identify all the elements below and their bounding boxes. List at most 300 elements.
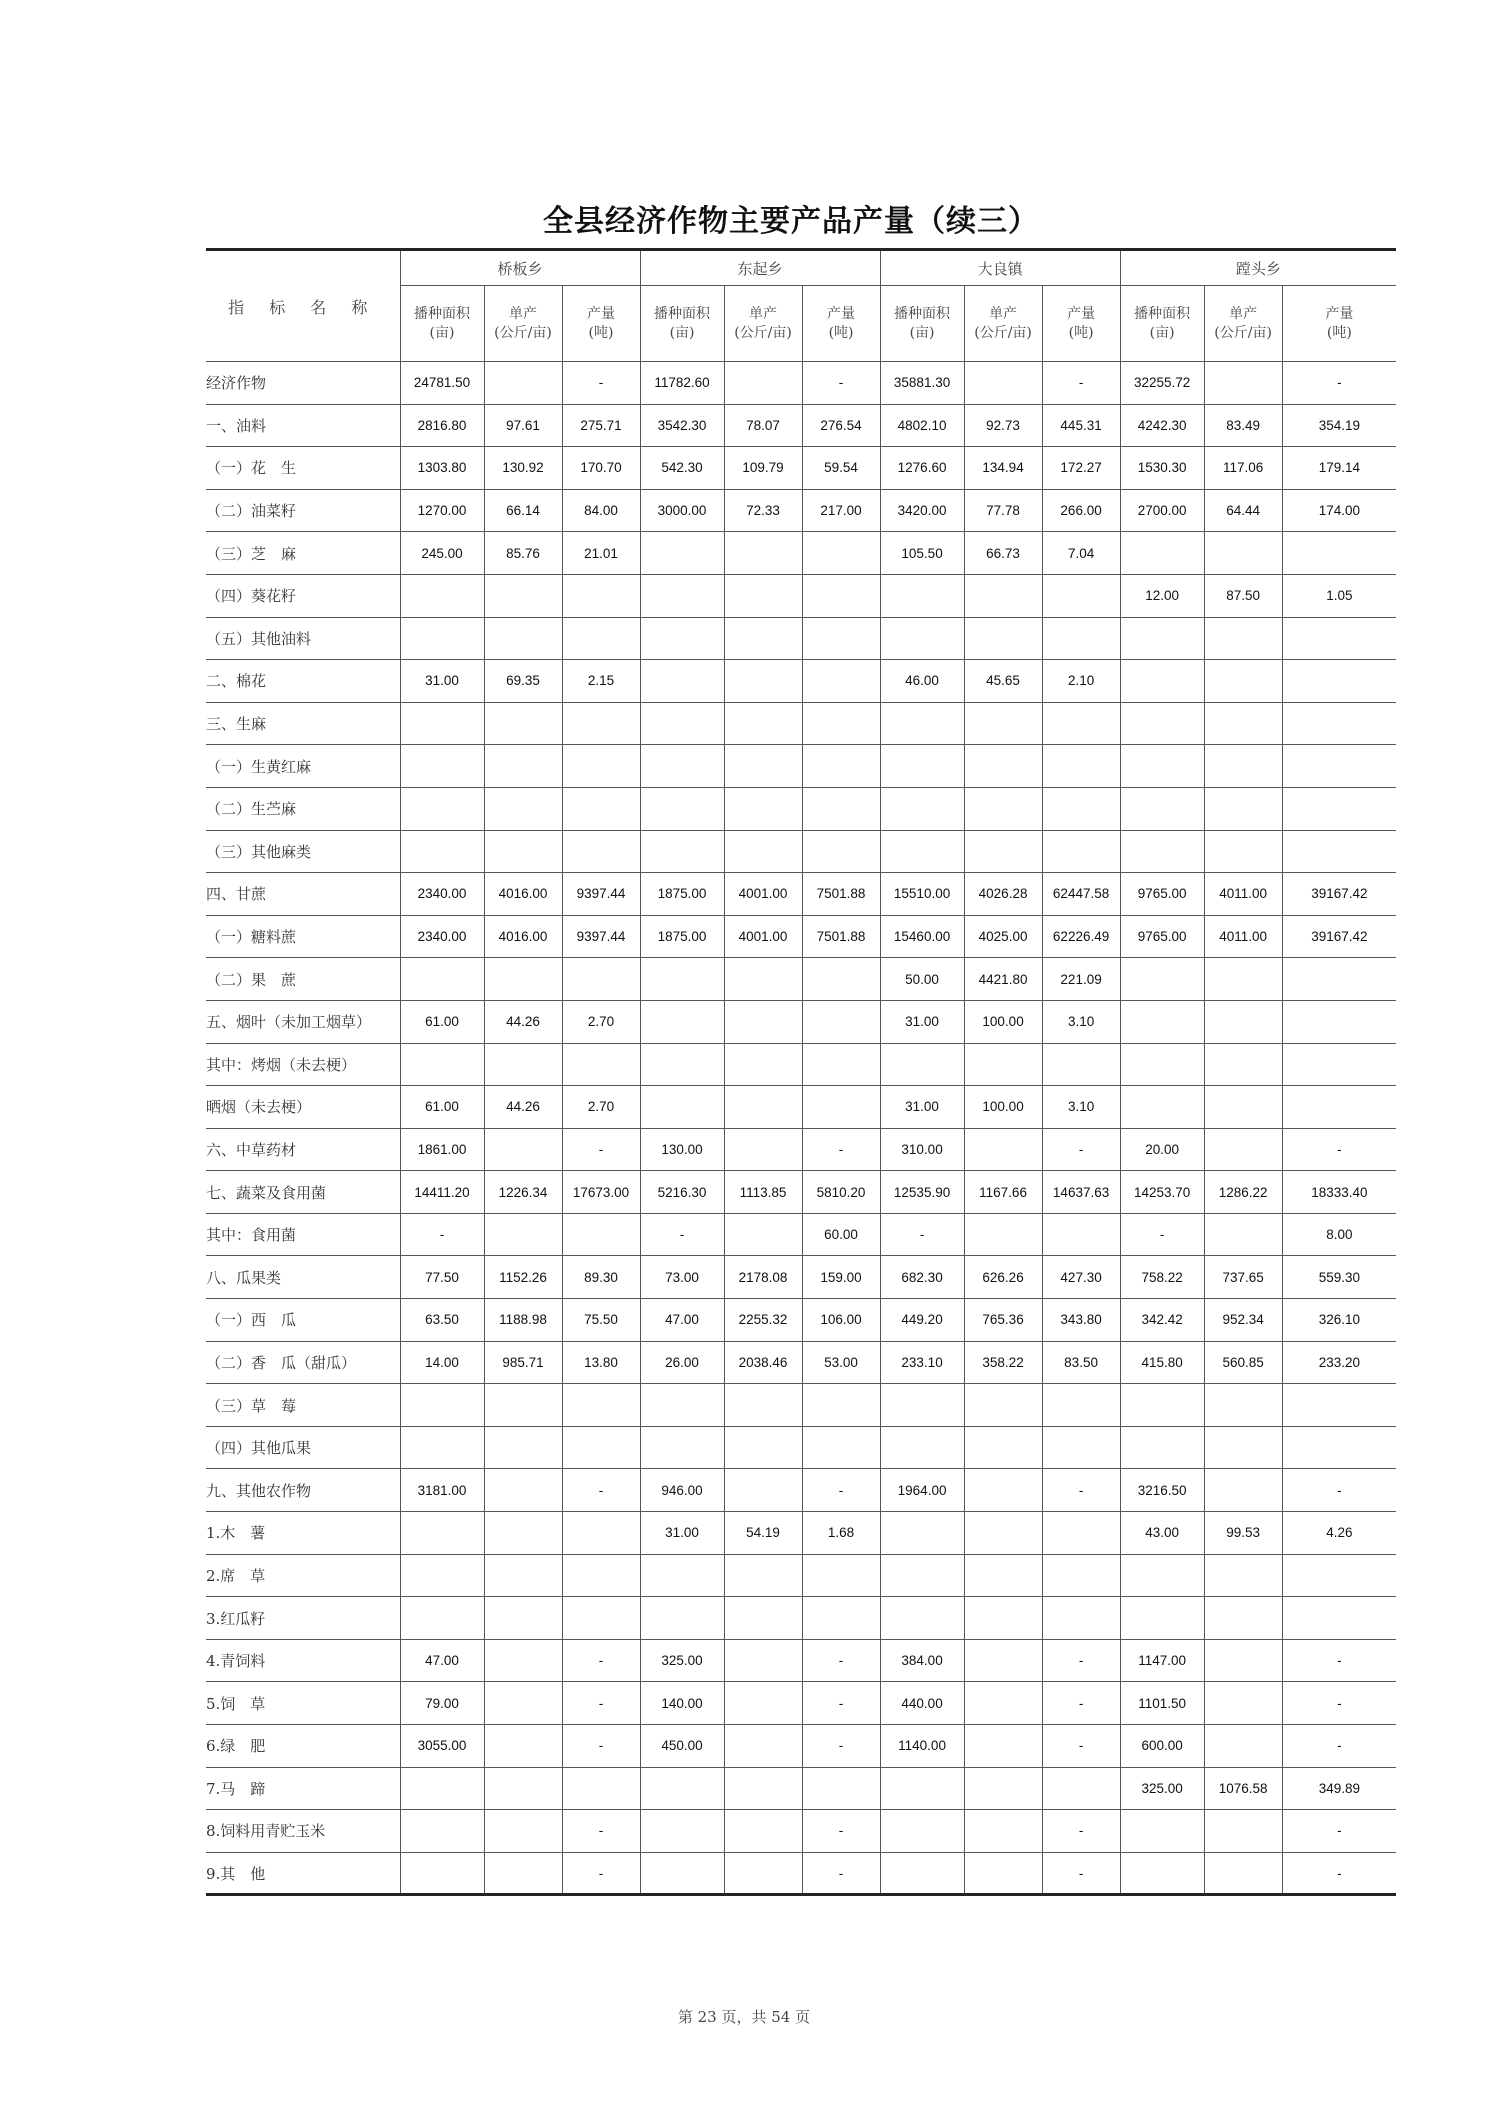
table-cell: 75.50 [562,1299,640,1342]
row-label: 其中：食用菌 [206,1213,400,1256]
table-cell: - [1120,1213,1204,1256]
table-cell: 765.36 [964,1299,1042,1342]
row-label: （四）其他瓜果 [206,1426,400,1469]
table-cell [640,1554,724,1597]
table-cell: 758.22 [1120,1256,1204,1299]
column-header [880,286,964,362]
table-cell: 47.00 [640,1299,724,1342]
row-label: 四、甘蔗 [206,873,400,916]
table-cell [1042,1597,1120,1640]
table-cell [724,1128,802,1171]
table-cell: - [802,1810,880,1853]
table-cell [400,958,484,1001]
table-cell [880,617,964,660]
table-cell: 325.00 [1120,1767,1204,1810]
table-cell [802,1767,880,1810]
table-cell: 64.44 [1204,489,1282,532]
table-cell [1120,1426,1204,1469]
table-cell [880,1597,964,1640]
table-cell [724,362,802,405]
table-cell: - [562,1639,640,1682]
table-cell: 325.00 [640,1639,724,1682]
table-cell [640,1597,724,1640]
table-cell: 9765.00 [1120,915,1204,958]
table-cell: 31.00 [880,1000,964,1043]
table-cell: 1.05 [1282,574,1396,617]
table-cell: 4.26 [1282,1512,1396,1555]
table-cell: - [562,362,640,405]
table-row [206,532,1396,575]
table-cell [964,1725,1042,1768]
table-cell [1120,660,1204,703]
table-cell [724,1597,802,1640]
table-cell: 130.00 [640,1128,724,1171]
table-cell [1204,830,1282,873]
table-cell: 4011.00 [1204,915,1282,958]
table-cell [400,1554,484,1597]
table-cell [484,1426,562,1469]
table-cell [964,830,1042,873]
table-cell: 384.00 [880,1639,964,1682]
table-cell [640,830,724,873]
table-cell: 54.19 [724,1512,802,1555]
table-cell: 233.20 [1282,1341,1396,1384]
table-cell: - [880,1213,964,1256]
table-cell [1120,1043,1204,1086]
table-cell: - [802,1682,880,1725]
table-cell [1204,1725,1282,1768]
row-label: （一）生黄红麻 [206,745,400,788]
table-cell: 134.94 [964,447,1042,490]
table-cell [724,1086,802,1129]
table-cell: 3542.30 [640,404,724,447]
table-cell [724,1043,802,1086]
table-row [206,362,1396,405]
table-cell [1204,1384,1282,1427]
table-cell: 1147.00 [1120,1639,1204,1682]
row-label: （五）其他油料 [206,617,400,660]
table-cell [484,617,562,660]
table-cell: 3.10 [1042,1000,1120,1043]
table-cell: 1167.66 [964,1171,1042,1214]
table-cell: 13.80 [562,1341,640,1384]
table-cell: - [802,1639,880,1682]
table-cell: 245.00 [400,532,484,575]
table-cell [964,1128,1042,1171]
table-cell: 9397.44 [562,915,640,958]
table-cell [562,830,640,873]
column-header-unit: (吨) [1326,324,1352,341]
column-header-name: 单产 [509,305,537,322]
table-cell [1042,1043,1120,1086]
table-cell: 97.61 [484,404,562,447]
table-cell [964,745,1042,788]
table-cell [1120,702,1204,745]
table-cell [724,617,802,660]
table-cell: 1964.00 [880,1469,964,1512]
table-cell [400,702,484,745]
table-cell: 217.00 [802,489,880,532]
table-cell [724,1682,802,1725]
table-cell [880,1043,964,1086]
table-cell [880,787,964,830]
table-cell: 1875.00 [640,873,724,916]
table-cell [1042,1213,1120,1256]
table-cell: 2.70 [562,1086,640,1129]
table-cell [724,787,802,830]
table-cell: 53.00 [802,1341,880,1384]
table-cell [724,1000,802,1043]
column-header-unit: (公斤/亩) [974,324,1032,341]
row-label: 3.红瓜籽 [206,1597,400,1640]
table-cell [1282,532,1396,575]
table-cell: - [802,362,880,405]
table-cell [640,702,724,745]
table-cell: - [1282,1810,1396,1853]
table-cell [964,1810,1042,1853]
table-cell [484,362,562,405]
table-cell [1042,574,1120,617]
table-cell [1120,1000,1204,1043]
table-cell [484,1213,562,1256]
table-cell: 326.10 [1282,1299,1396,1342]
table-cell [724,958,802,1001]
row-label: （四）葵花籽 [206,574,400,617]
table-cell [1042,1426,1120,1469]
table-row [206,1426,1396,1469]
table-cell: 1303.80 [400,447,484,490]
column-header [1282,286,1396,362]
table-cell: 79.00 [400,1682,484,1725]
table-cell: 542.30 [640,447,724,490]
table-cell [1282,660,1396,703]
table-cell: 170.70 [562,447,640,490]
table-cell: - [1282,362,1396,405]
table-cell [880,1810,964,1853]
table-cell: 78.07 [724,404,802,447]
table-cell: - [1282,1469,1396,1512]
table-cell [1204,1043,1282,1086]
table-cell [880,1554,964,1597]
table-cell: 11782.60 [640,362,724,405]
table-cell: 1276.60 [880,447,964,490]
table-cell [1120,1086,1204,1129]
table-cell [400,830,484,873]
row-label: （三）其他麻类 [206,830,400,873]
table-cell: - [1042,1852,1120,1895]
table-cell: 450.00 [640,1725,724,1768]
column-header [1042,286,1120,362]
table-cell [1042,702,1120,745]
table-cell [1042,830,1120,873]
table-cell [562,745,640,788]
table-cell: 59.54 [802,447,880,490]
row-label: 9.其 他 [206,1852,400,1895]
table-cell: 2.15 [562,660,640,703]
table-cell [1120,617,1204,660]
table-row [206,660,1396,703]
table-cell: 12.00 [1120,574,1204,617]
table-cell [880,574,964,617]
table-cell [400,1512,484,1555]
column-header-name: 产量 [587,305,616,322]
table-cell [1204,1852,1282,1895]
table-cell: - [1282,1725,1396,1768]
table-cell: - [1042,1725,1120,1768]
row-label: （一）糖料蔗 [206,915,400,958]
row-label: 六、中草药材 [206,1128,400,1171]
table-cell: 415.80 [1120,1341,1204,1384]
table-cell [1204,1682,1282,1725]
table-cell: 77.50 [400,1256,484,1299]
column-header-unit: (公斤/亩) [494,324,552,341]
table-cell [964,1682,1042,1725]
table-cell [484,1767,562,1810]
table-cell: 44.26 [484,1000,562,1043]
table-cell [1282,1043,1396,1086]
table-cell [640,958,724,1001]
table-cell [1204,702,1282,745]
table-cell [802,787,880,830]
town-header: 东起乡 [640,250,880,286]
table-cell: 1861.00 [400,1128,484,1171]
table-row [206,1213,1396,1256]
table-cell [1204,1128,1282,1171]
column-header-unit: (亩) [1149,324,1175,341]
row-label: 7.马 蹄 [206,1767,400,1810]
table-cell: 14253.70 [1120,1171,1204,1214]
table-cell [562,1384,640,1427]
table-cell [484,1554,562,1597]
town-header: 蹚头乡 [1120,250,1396,286]
table-cell: 83.50 [1042,1341,1120,1384]
table-cell [724,745,802,788]
table-cell: 7501.88 [802,915,880,958]
table-cell [1042,745,1120,788]
table-cell [802,1426,880,1469]
table-cell [724,702,802,745]
table-cell [802,1597,880,1640]
table-cell [1120,1597,1204,1640]
table-cell [1204,1086,1282,1129]
table-cell [1042,1384,1120,1427]
table-cell: 427.30 [1042,1256,1120,1299]
table-cell [880,830,964,873]
table-cell [400,1810,484,1853]
table-cell [640,787,724,830]
table-cell [1282,617,1396,660]
table-cell: 31.00 [400,660,484,703]
page-title: 全县经济作物主要产品产量（续三） [543,204,1039,239]
table-cell [724,660,802,703]
table-cell: 84.00 [562,489,640,532]
table-cell: 39167.42 [1282,873,1396,916]
table-cell: 2178.08 [724,1256,802,1299]
table-cell [964,1213,1042,1256]
table-cell [1120,958,1204,1001]
table-cell [880,702,964,745]
table-cell [400,1852,484,1895]
column-header [964,286,1042,362]
column-header [640,286,724,362]
row-label: （三）芝 麻 [206,532,400,575]
table-cell: 2816.80 [400,404,484,447]
table-cell: 45.65 [964,660,1042,703]
table-cell: - [562,1810,640,1853]
row-label: 4.青饲料 [206,1639,400,1682]
table-cell: 85.76 [484,532,562,575]
table-cell: 560.85 [1204,1341,1282,1384]
table-cell: 985.71 [484,1341,562,1384]
table-cell: - [802,1725,880,1768]
table-cell: 117.06 [1204,447,1282,490]
table-cell [724,1469,802,1512]
table-cell: 43.00 [1120,1512,1204,1555]
table-cell: 32255.72 [1120,362,1204,405]
table-cell: 2255.32 [724,1299,802,1342]
table-cell: 9765.00 [1120,873,1204,916]
table-cell [400,574,484,617]
table-cell [484,958,562,1001]
table-row [206,1597,1396,1640]
table-cell [1204,1554,1282,1597]
row-label: 七、蔬菜及食用菌 [206,1171,400,1214]
table-cell: 31.00 [640,1512,724,1555]
table-cell: 100.00 [964,1086,1042,1129]
table-cell: 140.00 [640,1682,724,1725]
table-cell: 952.34 [1204,1299,1282,1342]
table-cell [964,1767,1042,1810]
table-cell: 600.00 [1120,1725,1204,1768]
table-cell: 342.42 [1120,1299,1204,1342]
table-cell [484,1128,562,1171]
table-cell [1282,1384,1396,1427]
table-cell [640,660,724,703]
table-cell: 3216.50 [1120,1469,1204,1512]
column-header-name: 产量 [1325,305,1354,322]
column-header-name: 产量 [1067,305,1096,322]
table-cell: 1188.98 [484,1299,562,1342]
table-row [206,574,1396,617]
table-cell: 9397.44 [562,873,640,916]
table-cell: 172.27 [1042,447,1120,490]
table-cell: 4001.00 [724,915,802,958]
table-row [206,489,1396,532]
table-cell [802,1554,880,1597]
table-row [206,617,1396,660]
table-cell: 18333.40 [1282,1171,1396,1214]
table-row [206,1171,1396,1214]
table-cell: 4025.00 [964,915,1042,958]
table-cell: 946.00 [640,1469,724,1512]
page-footer: 第 23 页，共 54 页 [677,2008,811,2026]
table-cell [802,617,880,660]
table-cell: - [1042,362,1120,405]
table-row [206,447,1396,490]
table-cell: 21.01 [562,532,640,575]
table-cell: 14637.63 [1042,1171,1120,1214]
table-cell: 72.33 [724,489,802,532]
table-cell [640,574,724,617]
table-cell [484,702,562,745]
table-cell [1120,532,1204,575]
table-cell [484,1469,562,1512]
table-cell: 130.92 [484,447,562,490]
table-cell: 50.00 [880,958,964,1001]
table-cell [724,1426,802,1469]
table-cell: 3000.00 [640,489,724,532]
column-header-unit: (亩) [429,324,455,341]
table-cell: - [802,1128,880,1171]
row-label: 其中：烤烟（未去梗） [206,1043,400,1086]
table-cell [1204,787,1282,830]
table-row [206,1767,1396,1810]
column-header-unit: (公斤/亩) [1214,324,1272,341]
row-label: （二）果 蔗 [206,958,400,1001]
table-row [206,1341,1396,1384]
table-cell: 354.19 [1282,404,1396,447]
table-cell: - [1282,1682,1396,1725]
table-cell: - [1042,1639,1120,1682]
row-label: 二、棉花 [206,660,400,703]
table-cell: 63.50 [400,1299,484,1342]
table-cell: - [802,1469,880,1512]
table-row [206,1299,1396,1342]
table-row [206,1639,1396,1682]
table-cell [1204,1810,1282,1853]
table-cell: 343.80 [1042,1299,1120,1342]
table-cell [724,1810,802,1853]
table-cell [484,745,562,788]
column-header [1120,286,1204,362]
data-table [206,248,1396,1896]
table-cell: - [1042,1469,1120,1512]
table-cell [640,1043,724,1086]
table-cell: 4016.00 [484,873,562,916]
table-row [206,702,1396,745]
table-cell [562,617,640,660]
table-row [206,404,1396,447]
table-cell [724,1213,802,1256]
table-cell: 4242.30 [1120,404,1204,447]
table-cell [1282,702,1396,745]
column-header-name: 播种面积 [1134,305,1191,322]
table-cell: 4421.80 [964,958,1042,1001]
table-cell: 15510.00 [880,873,964,916]
table-cell: 221.09 [1042,958,1120,1001]
table-cell [880,745,964,788]
table-row [206,1725,1396,1768]
table-cell: 1152.26 [484,1256,562,1299]
column-header-name: 播种面积 [654,305,711,322]
column-header [484,286,562,362]
table-cell [724,1639,802,1682]
table-cell: 4802.10 [880,404,964,447]
table-cell [400,1043,484,1086]
row-label: （一）西 瓜 [206,1299,400,1342]
table-cell: 46.00 [880,660,964,703]
column-header [400,286,484,362]
table-cell [964,1043,1042,1086]
table-cell: 1286.22 [1204,1171,1282,1214]
row-label: 经济作物 [206,362,400,405]
table-cell [640,745,724,788]
table-cell: 2038.46 [724,1341,802,1384]
table-cell [1204,745,1282,788]
table-cell [484,1512,562,1555]
table-cell [400,787,484,830]
table-cell [1042,787,1120,830]
